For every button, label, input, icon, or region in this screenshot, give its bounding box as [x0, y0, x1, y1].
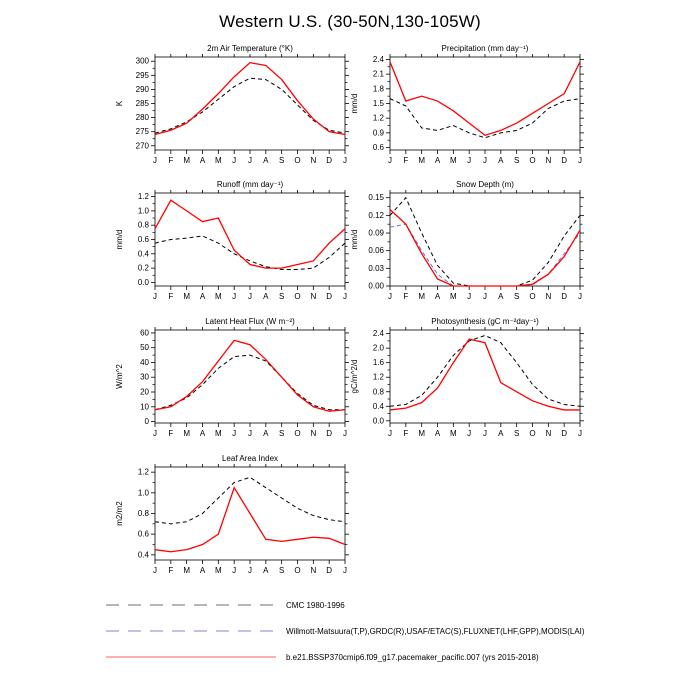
svg-text:J: J: [248, 429, 252, 438]
svg-text:F: F: [168, 429, 174, 438]
svg-text:F: F: [403, 156, 409, 165]
svg-text:A: A: [263, 156, 269, 165]
legend-line-solid-red-icon: [105, 653, 277, 661]
svg-text:J: J: [248, 566, 252, 575]
svg-text:2.4: 2.4: [372, 329, 384, 339]
legend-label: Willmott-Matsuura(T,P),GRDC(R),USAF/ETAC(S),FLUXNET(LHF,GPP),MODIS(LAI): [286, 626, 585, 636]
svg-text:1.0: 1.0: [137, 206, 149, 216]
svg-text:M: M: [214, 292, 222, 301]
svg-text:10: 10: [140, 402, 149, 412]
svg-text:S: S: [278, 566, 285, 575]
svg-text:J: J: [483, 429, 487, 438]
legend-line-dashed-gray-icon: [105, 601, 277, 609]
svg-text:J: J: [232, 292, 237, 301]
svg-text:0.4: 0.4: [372, 401, 384, 411]
svg-text:0.2: 0.2: [137, 263, 149, 273]
svg-text:M: M: [418, 156, 426, 165]
svg-text:0.9: 0.9: [372, 128, 384, 138]
svg-text:A: A: [263, 429, 269, 438]
svg-text:D: D: [561, 429, 568, 438]
svg-text:1.6: 1.6: [372, 358, 384, 368]
svg-text:D: D: [326, 292, 333, 301]
svg-text:0.06: 0.06: [368, 246, 384, 256]
svg-text:0.0: 0.0: [372, 416, 384, 426]
svg-text:M: M: [214, 156, 222, 165]
chart-2m-air-temperature: [105, 41, 367, 179]
svg-text:N: N: [545, 429, 552, 438]
chart-latent-heat-flux: [105, 314, 367, 452]
svg-text:M: M: [183, 566, 191, 575]
svg-text:A: A: [199, 429, 206, 438]
svg-text:mm/d: mm/d: [350, 93, 359, 114]
chart-precipitation: [340, 41, 602, 179]
legend-item-cmc: [105, 592, 585, 618]
svg-text:0.6: 0.6: [372, 143, 384, 153]
svg-text:O: O: [294, 429, 301, 438]
svg-text:1.2: 1.2: [372, 372, 384, 382]
svg-text:J: J: [343, 156, 347, 165]
svg-text:N: N: [310, 429, 317, 438]
svg-text:300: 300: [135, 56, 149, 66]
svg-text:J: J: [578, 292, 582, 301]
svg-text:2.4: 2.4: [372, 54, 384, 64]
svg-text:N: N: [310, 156, 317, 165]
svg-text:D: D: [326, 566, 333, 575]
svg-text:0.03: 0.03: [368, 263, 384, 273]
svg-text:J: J: [343, 429, 347, 438]
svg-text:0.6: 0.6: [137, 235, 149, 244]
svg-text:J: J: [248, 156, 252, 165]
svg-text:F: F: [168, 566, 174, 575]
svg-text:O: O: [294, 156, 301, 165]
svg-text:A: A: [199, 292, 206, 301]
svg-text:Photosynthesis (gC m⁻²day⁻¹): Photosynthesis (gC m⁻²day⁻¹): [431, 317, 539, 326]
svg-text:A: A: [434, 292, 441, 301]
svg-text:mm/d: mm/d: [350, 229, 359, 250]
svg-text:275: 275: [135, 127, 149, 137]
svg-text:J: J: [153, 156, 157, 165]
svg-text:0.0: 0.0: [137, 277, 149, 287]
svg-text:S: S: [278, 156, 285, 165]
legend-line-dashed-blue-icon: [105, 627, 277, 635]
svg-text:M: M: [418, 429, 426, 438]
svg-text:A: A: [434, 429, 441, 438]
svg-text:270: 270: [135, 141, 149, 151]
svg-text:M: M: [183, 156, 191, 165]
svg-text:60: 60: [140, 328, 149, 338]
svg-text:F: F: [403, 292, 409, 301]
chart-leaf-area-index: [105, 451, 367, 589]
svg-text:O: O: [529, 292, 536, 301]
svg-text:J: J: [483, 292, 487, 301]
svg-text:Snow Depth (m): Snow Depth (m): [456, 180, 514, 189]
svg-text:J: J: [232, 156, 237, 165]
legend-item-model-run: [105, 644, 585, 670]
svg-text:J: J: [388, 429, 392, 438]
svg-text:O: O: [294, 292, 301, 301]
chart-runoff: [105, 177, 367, 315]
svg-text:K: K: [115, 100, 124, 107]
svg-text:0.8: 0.8: [372, 387, 384, 397]
svg-text:O: O: [529, 156, 536, 165]
chart-snow-depth: [340, 177, 602, 315]
svg-text:2.1: 2.1: [372, 69, 384, 79]
svg-text:J: J: [153, 292, 157, 301]
svg-text:N: N: [310, 292, 317, 301]
svg-text:285: 285: [135, 99, 149, 108]
svg-text:A: A: [263, 292, 269, 301]
svg-text:M: M: [214, 429, 222, 438]
svg-text:F: F: [403, 429, 409, 438]
svg-text:F: F: [168, 292, 174, 301]
svg-text:0.8: 0.8: [137, 509, 149, 518]
svg-text:20: 20: [140, 387, 149, 397]
svg-text:0.15: 0.15: [368, 193, 384, 203]
svg-text:1.5: 1.5: [372, 99, 384, 108]
svg-text:A: A: [199, 156, 206, 165]
svg-text:S: S: [278, 292, 285, 301]
svg-text:290: 290: [135, 84, 149, 94]
svg-text:A: A: [498, 292, 504, 301]
svg-text:Precipitation (mm day⁻¹): Precipitation (mm day⁻¹): [441, 44, 529, 53]
svg-text:A: A: [498, 156, 504, 165]
svg-text:N: N: [310, 566, 317, 575]
svg-text:m2/m2: m2/m2: [115, 501, 124, 526]
svg-text:280: 280: [135, 113, 149, 123]
svg-text:S: S: [513, 156, 520, 165]
svg-text:J: J: [232, 429, 237, 438]
svg-text:1.2: 1.2: [137, 192, 149, 202]
svg-text:S: S: [513, 292, 520, 301]
svg-text:J: J: [578, 156, 582, 165]
svg-text:D: D: [326, 156, 333, 165]
svg-text:1.2: 1.2: [372, 113, 384, 123]
svg-text:50: 50: [140, 343, 149, 353]
svg-text:M: M: [214, 566, 222, 575]
chart-photosynthesis: [340, 314, 602, 452]
svg-text:J: J: [388, 292, 392, 301]
svg-text:J: J: [578, 429, 582, 438]
svg-text:D: D: [561, 292, 568, 301]
svg-text:M: M: [418, 292, 426, 301]
page-title: Western U.S. (30-50N,130-105W): [219, 12, 481, 31]
svg-text:S: S: [278, 429, 285, 438]
svg-text:30: 30: [140, 372, 149, 382]
svg-text:J: J: [343, 566, 347, 575]
svg-text:0.6: 0.6: [137, 529, 149, 539]
svg-text:0.8: 0.8: [137, 220, 149, 230]
svg-text:M: M: [449, 429, 457, 438]
svg-text:2.0: 2.0: [372, 343, 384, 353]
svg-text:J: J: [153, 566, 157, 575]
svg-text:J: J: [467, 156, 472, 165]
svg-text:D: D: [326, 429, 333, 438]
svg-text:M: M: [183, 429, 191, 438]
legend: [105, 592, 585, 670]
svg-text:J: J: [467, 292, 472, 301]
svg-text:D: D: [561, 156, 568, 165]
svg-text:0: 0: [144, 417, 149, 427]
svg-text:M: M: [183, 292, 191, 301]
svg-text:40: 40: [140, 357, 149, 367]
svg-text:F: F: [168, 156, 174, 165]
svg-text:gC/m^2/d: gC/m^2/d: [350, 359, 359, 394]
svg-text:J: J: [388, 156, 392, 165]
legend-item-obs-datasets: [105, 618, 585, 644]
svg-text:M: M: [449, 292, 457, 301]
svg-text:Leaf Area Index: Leaf Area Index: [221, 454, 279, 463]
svg-text:Latent Heat Flux (W m⁻²): Latent Heat Flux (W m⁻²): [205, 317, 295, 326]
svg-text:A: A: [199, 566, 206, 575]
svg-text:O: O: [294, 566, 301, 575]
svg-text:J: J: [343, 292, 347, 301]
svg-text:295: 295: [135, 70, 149, 80]
svg-text:mm/d: mm/d: [115, 229, 124, 250]
svg-text:0.09: 0.09: [368, 228, 384, 238]
svg-text:J: J: [232, 566, 237, 575]
svg-text:J: J: [483, 156, 487, 165]
svg-text:N: N: [545, 292, 552, 301]
legend-label: b.e21.BSSP370cmip6.f09_g17.pacemaker_pacific.007 (yrs 2015-2018): [286, 652, 539, 662]
svg-text:N: N: [545, 156, 552, 165]
svg-text:A: A: [263, 566, 269, 575]
svg-text:J: J: [153, 429, 157, 438]
svg-text:J: J: [467, 429, 472, 438]
svg-text:J: J: [248, 292, 252, 301]
svg-text:0.12: 0.12: [368, 210, 384, 220]
svg-text:2m Air Temperature (°K): 2m Air Temperature (°K): [207, 44, 293, 53]
svg-text:0.00: 0.00: [368, 281, 384, 291]
svg-text:A: A: [434, 156, 441, 165]
svg-text:Runoff (mm day⁻¹): Runoff (mm day⁻¹): [216, 180, 284, 189]
legend-label: CMC 1980-1996: [286, 600, 345, 610]
svg-text:0.4: 0.4: [137, 249, 149, 259]
svg-text:S: S: [513, 429, 520, 438]
svg-text:0.4: 0.4: [137, 550, 149, 560]
svg-text:1.8: 1.8: [372, 84, 384, 94]
svg-text:A: A: [498, 429, 504, 438]
svg-text:M: M: [449, 156, 457, 165]
svg-text:1.2: 1.2: [137, 467, 149, 477]
svg-text:1.0: 1.0: [137, 488, 149, 498]
svg-text:O: O: [529, 429, 536, 438]
svg-text:W/m^2: W/m^2: [115, 364, 124, 389]
